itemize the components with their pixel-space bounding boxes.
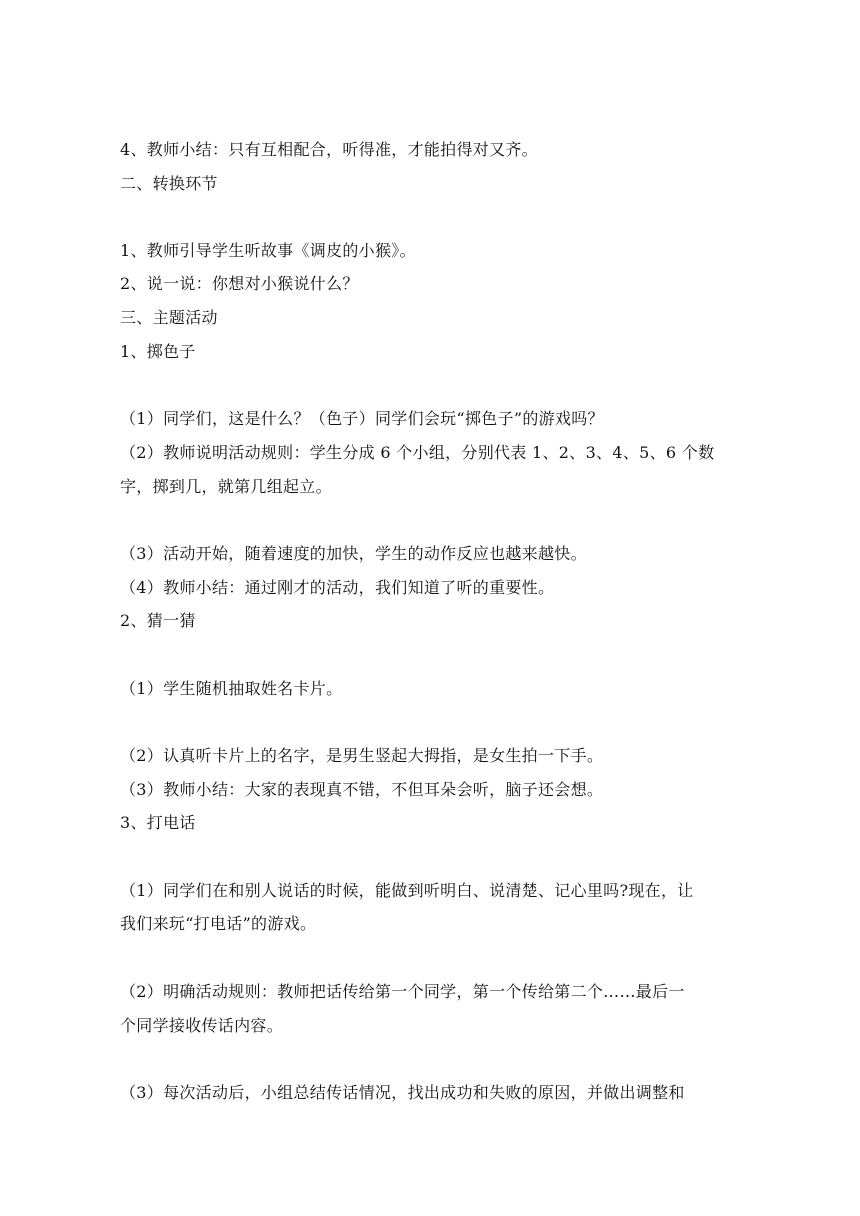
phone-step-2-continued: 个同学接收传话内容。	[120, 1016, 284, 1035]
guess-step-3: （3）教师小结：大家的表现真不错，不但耳朵会听，脑子还会想。	[120, 780, 604, 799]
guess-step-1: （1）学生随机抽取姓名卡片。	[120, 679, 343, 698]
transition-item-1: 1、教师引导学生听故事《调皮的小猴》。	[120, 241, 416, 260]
activity-heading-guess: 2、猜一猜	[120, 611, 196, 630]
phone-step-1-continued: 我们来玩“打电话”的游戏。	[120, 914, 317, 933]
transition-item-2: 2、说一说：你想对小猴说什么？	[120, 274, 359, 293]
dice-step-1: （1）同学们，这是什么？（色子）同学们会玩“掷色子”的游戏吗？	[120, 409, 604, 428]
summary-line-4: 4、教师小结：只有互相配合，听得准，才能拍得对又齐。	[120, 140, 538, 159]
dice-step-3: （3）活动开始，随着速度的加快，学生的动作反应也越来越快。	[120, 544, 587, 563]
guess-step-2: （2）认真听卡片上的名字，是男生竖起大拇指，是女生拍一下手。	[120, 746, 604, 765]
dice-step-2-continued: 字，掷到几，就第几组起立。	[120, 477, 332, 496]
phone-step-2: （2）明确活动规则：教师把话传给第一个同学，第一个传给第二个……最后一	[120, 982, 685, 1001]
phone-step-1: （1）同学们在和别人说话的时候，能做到听明白、说清楚、记心里吗?现在，让	[120, 881, 694, 900]
dice-step-4: （4）教师小结：通过刚才的活动，我们知道了听的重要性。	[120, 578, 555, 597]
dice-step-2: （2）教师说明活动规则：学生分成 6 个小组，分别代表 1、2、3、4、5、6 个数	[120, 443, 715, 462]
phone-step-3: （3）每次活动后，小组总结传话情况，找出成功和失败的原因，并做出调整和	[120, 1083, 685, 1102]
activity-heading-dice: 1、掷色子	[120, 342, 196, 361]
section-heading-theme-activity: 三、主题活动	[120, 308, 218, 327]
activity-heading-phone: 3、打电话	[120, 813, 196, 832]
section-heading-transition: 二、转换环节	[120, 174, 218, 193]
